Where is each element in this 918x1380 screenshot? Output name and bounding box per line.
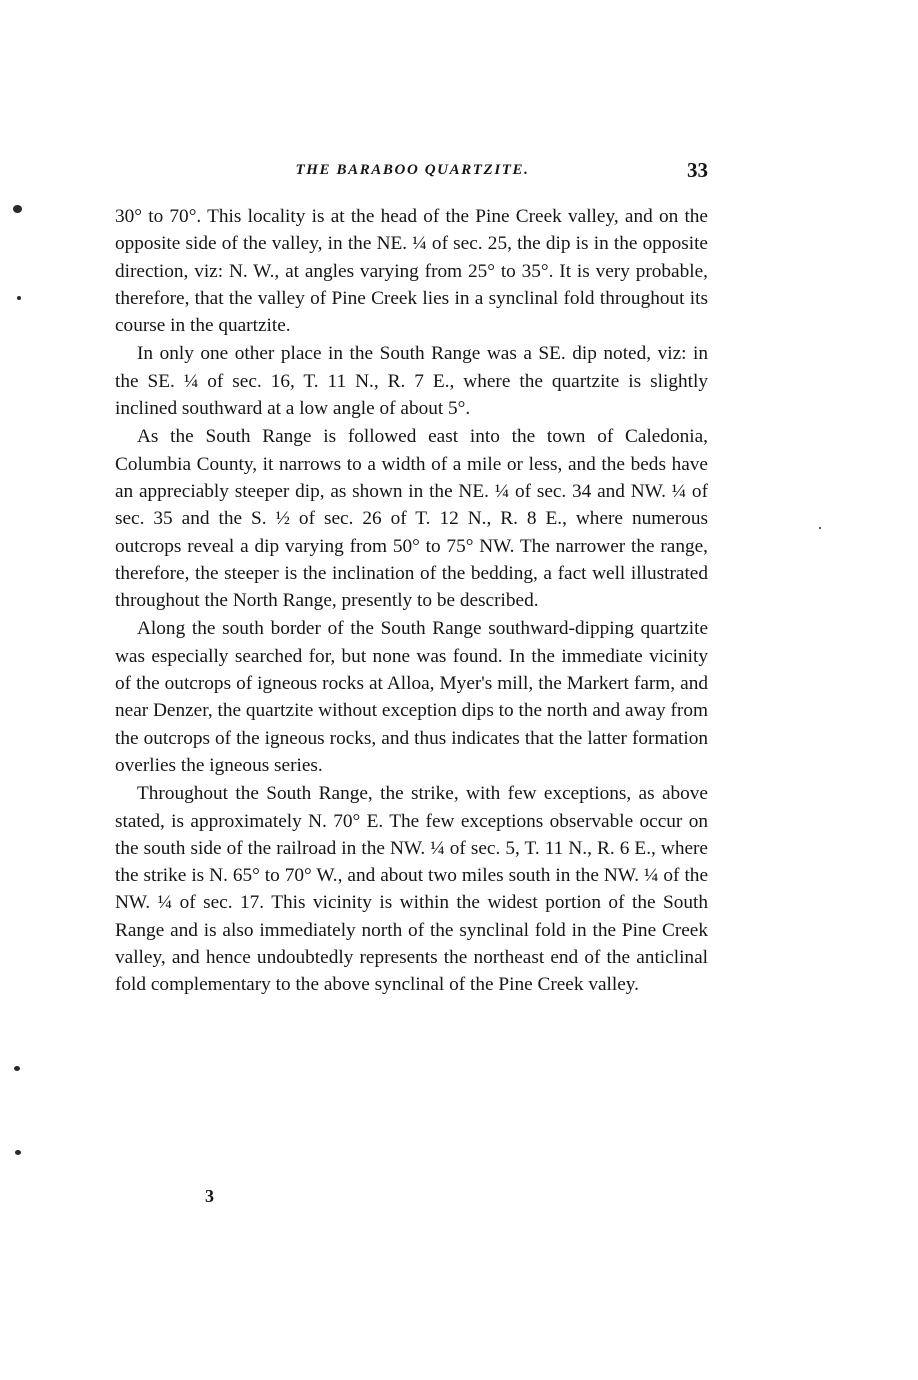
scan-speck [14,1066,20,1071]
paragraph: In only one other place in the South Range was a SE. dip noted, viz: in the SE. ¼ of sec. 16, T. 11 N., R. 7 E., where the quartzite is slightly inclined southward at a low angle of about 5°. [115,343,708,420]
page-header [115,158,710,188]
paragraph-continuation: 30° to 70°. This locality is at the head of the Pine Creek valley, and on the opposite side of the valley, in the NE. ¼ of sec. 25, the dip is in the opposite direction, viz: N. W., at angles varying from 25° to 35°. It is very probable, therefore, that the valley of Pine Creek lies in a synclinal fold throughout its course in the quartzite. [115,206,708,337]
scan-speck [15,1150,21,1155]
paragraph: As the South Range is followed east into the town of Caledonia, Columbia County, it narrows to a width of a mile or less, and the beds have an appreciably steeper dip, as shown in the NE. ¼ of sec. 34 and NW. ¼ of sec. 35 and the S. ½ of sec. 26 of T. 12 N., R. 8 E., where numerous outcrops reveal a dip varying from 50° to 75° NW. The narrower the range, therefore, the steeper is the inclination of the bedding, a fact well illustrated throughout the North Range, presently to be described. [115,426,708,612]
signature-mark: 3 [205,1186,214,1206]
paragraph: Throughout the South Range, the strike, with few exceptions, as above stated, is approximately N. 70° E. The few exceptions observable occur on the south side of the railroad in the NW. ¼ of sec. 5, T. 11 N., R. 6 E., where the strike is N. 65° to 70° W., and about two miles south in the NW. ¼ of the NW. ¼ of sec. 17. This vicinity is within the widest portion of the South Range and is also immediately north of the synclinal fold in the Pine Creek valley, and hence undoubtedly represents the northeast end of the anticlinal fold complementary to the above synclinal of the Pine Creek valley. [115,783,708,996]
running-title: THE BARABOO QUARTZITE. [295,162,530,178]
scan-speck [13,205,22,213]
scan-speck [819,527,821,529]
paragraph: Along the south border of the South Range southward-dipping quartzite was especially searched for, but none was found. In the immediate vicinity of the outcrops of igneous rocks at Alloa, Myer's mill, the Markert farm, and near Denzer, the quartzite without exception dips to the north and away from the outcrops of the igneous rocks, and thus indicates that the latter formation overlies the igneous series. [115,618,708,776]
scan-speck [17,296,21,300]
page-number: 33 [687,158,708,182]
body-text [115,203,708,999]
